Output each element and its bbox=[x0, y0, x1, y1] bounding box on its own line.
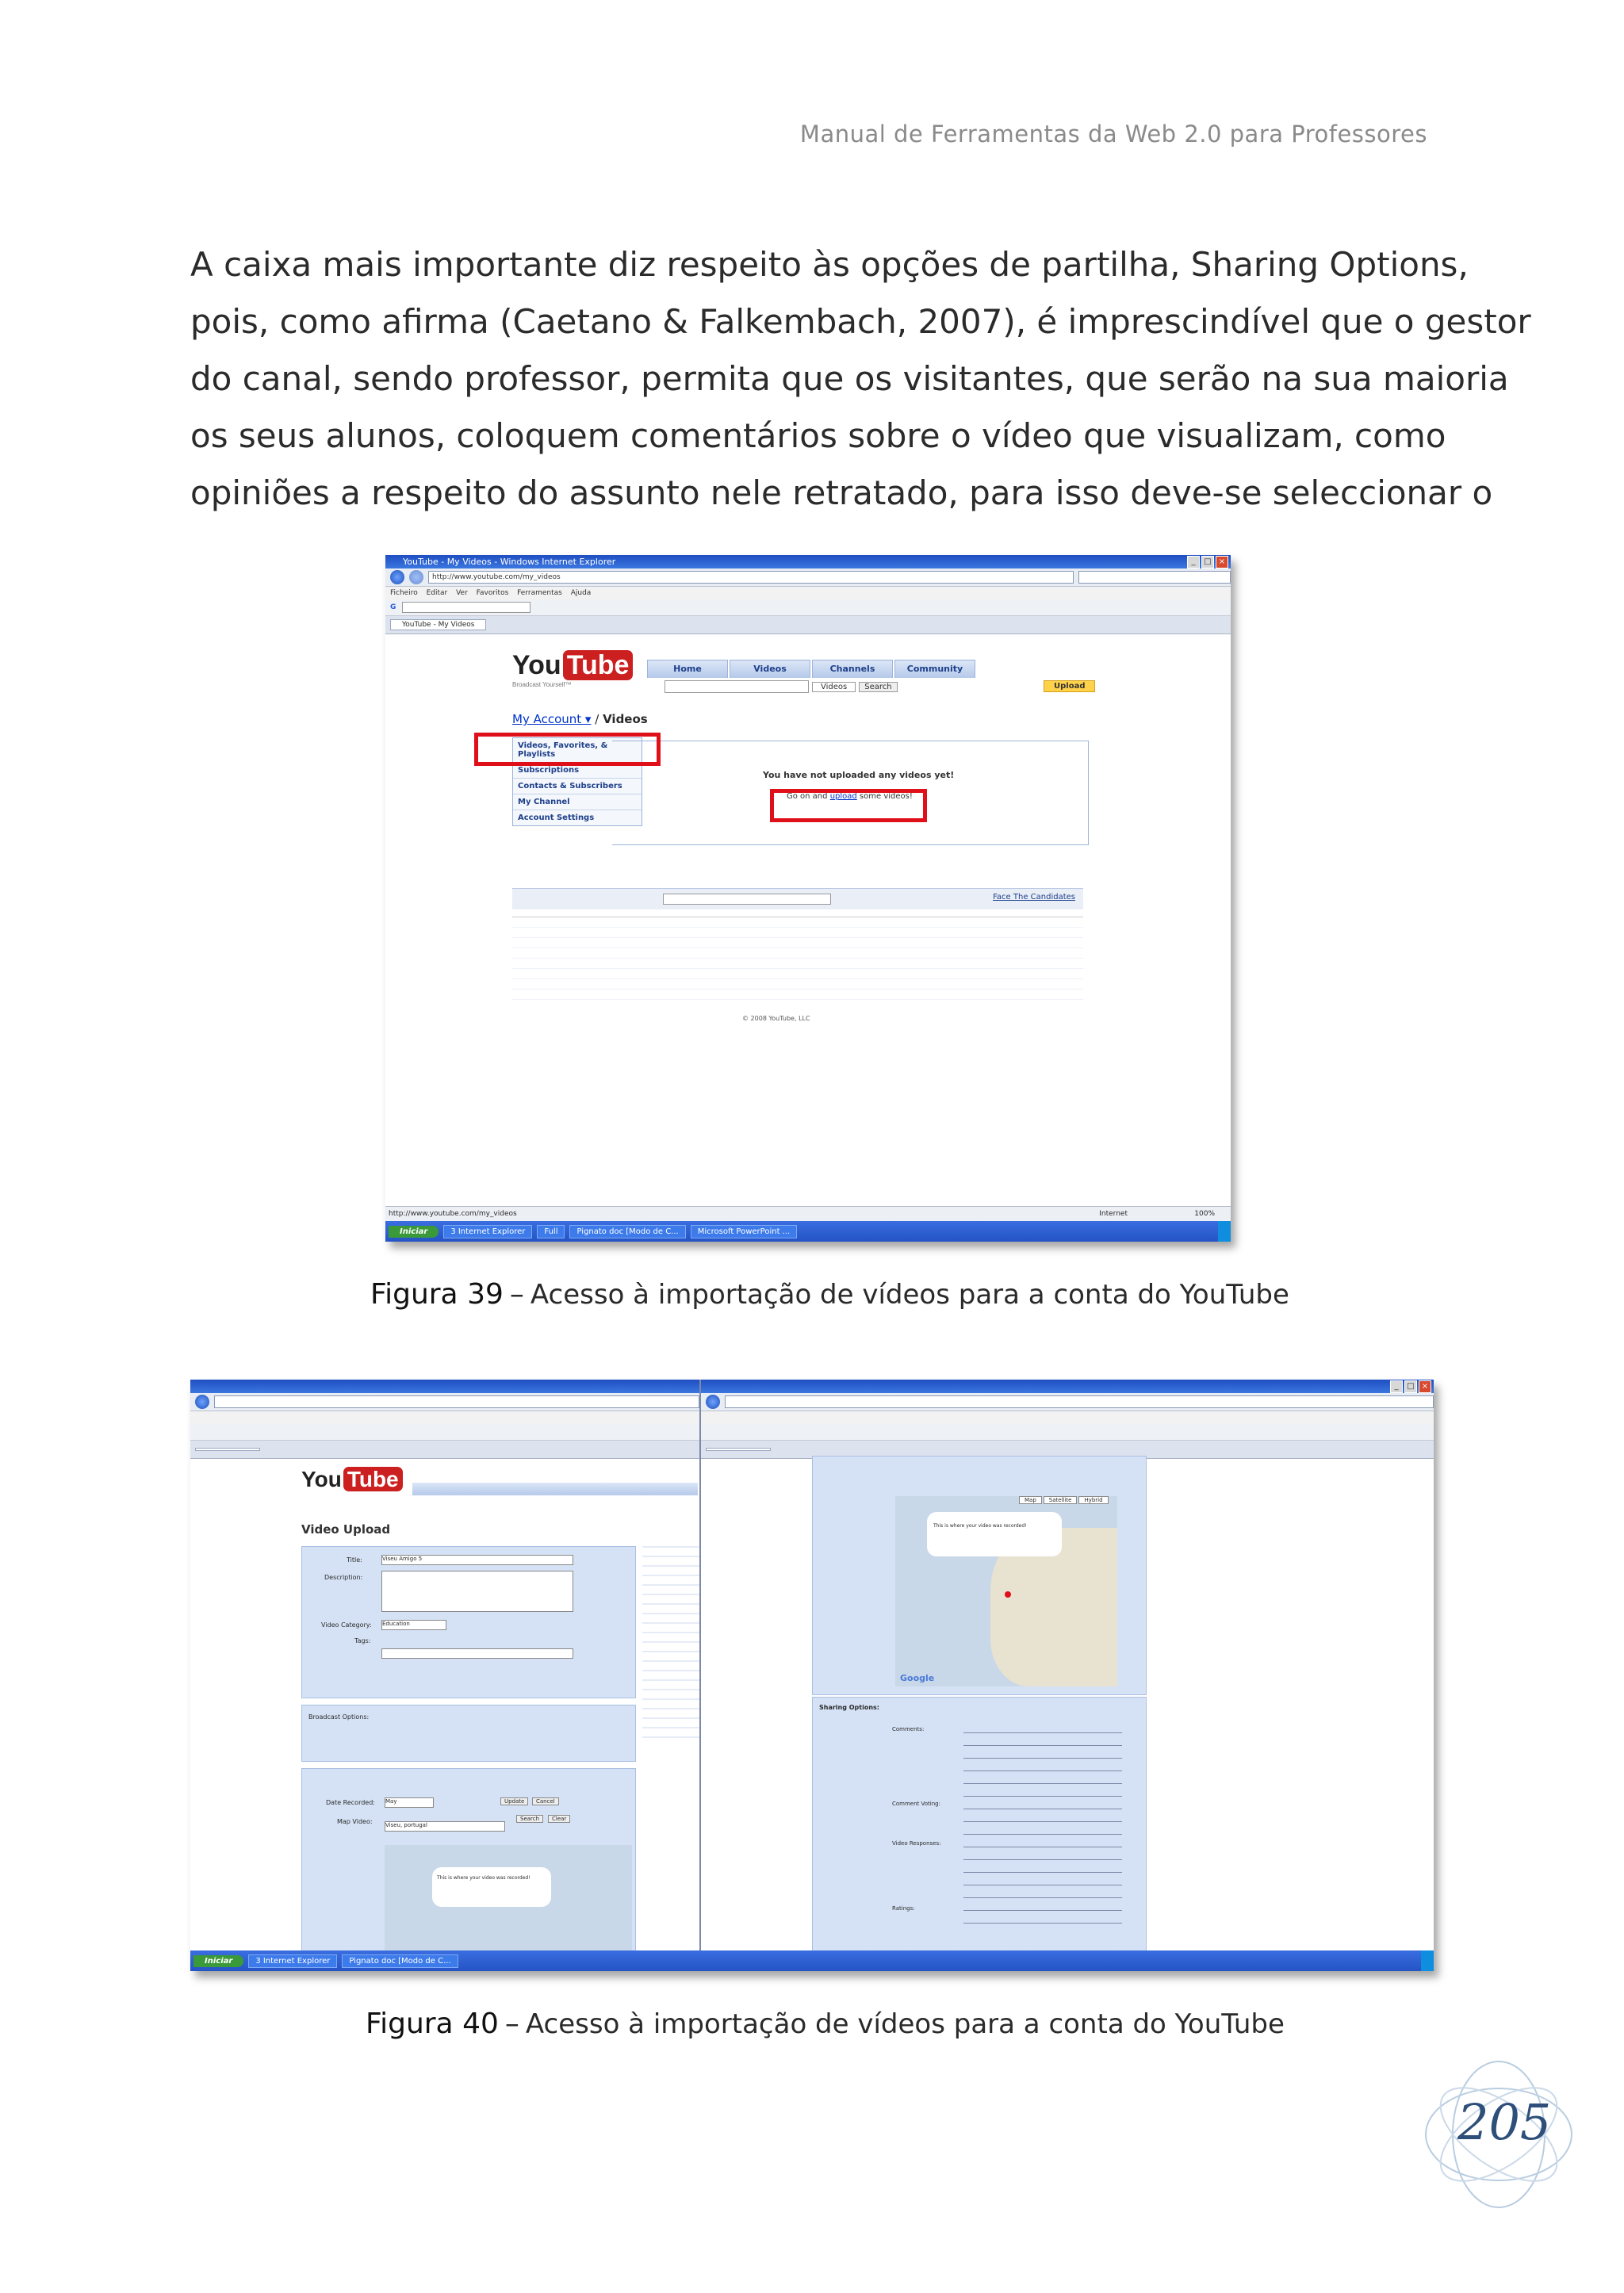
map-video-label: Map Video: bbox=[337, 1818, 373, 1825]
upload-button[interactable]: Upload bbox=[1044, 680, 1095, 692]
sharing-row-comment-voting: Comment Voting: bbox=[892, 1801, 940, 1807]
caption-text: Acesso à importação de vídeos para a conta do YouTube bbox=[530, 1279, 1289, 1311]
status-bar bbox=[385, 1206, 1231, 1221]
right-map-panel bbox=[812, 1456, 1147, 1695]
yt-page bbox=[385, 634, 1231, 1189]
field-title-label: Title: bbox=[347, 1556, 362, 1564]
close-icon[interactable]: × bbox=[1216, 556, 1228, 568]
left-menu-bar[interactable] bbox=[190, 1411, 699, 1424]
body-line: A caixa mais importante diz respeito às opções de partilha, Sharing Options, bbox=[190, 245, 1469, 284]
sharing-row-video-responses: Video Responses: bbox=[892, 1840, 941, 1847]
tab-youtube[interactable]: YouTube - My Videos bbox=[390, 619, 486, 630]
upload-window-right bbox=[701, 1380, 1434, 1950]
right-menu-bar[interactable] bbox=[701, 1411, 1434, 1424]
right-back-icon[interactable] bbox=[706, 1395, 720, 1409]
right-close-icon[interactable]: × bbox=[1419, 1380, 1431, 1393]
nav-home[interactable]: Home bbox=[647, 660, 728, 678]
right-maximize-icon[interactable]: □ bbox=[1404, 1380, 1417, 1393]
figure-39-screenshot bbox=[385, 555, 1231, 1242]
upload-section-title: Video Upload bbox=[301, 1522, 391, 1537]
tab-strip bbox=[385, 616, 1231, 634]
field-category-label: Video Category: bbox=[321, 1621, 372, 1629]
sidebar-item-videos[interactable]: Videos, Favorites, & Playlists bbox=[513, 738, 642, 763]
google-logo: Google bbox=[900, 1673, 935, 1683]
logo-tube: Tube bbox=[563, 650, 634, 680]
body-line: opiniões a respeito do assunto nele retratado, para isso deve-se seleccionar o bbox=[190, 473, 1493, 512]
search-input[interactable] bbox=[1078, 571, 1231, 584]
figure-40-caption bbox=[366, 2008, 1285, 2040]
right-minimize-icon[interactable]: _ bbox=[1390, 1380, 1403, 1393]
breadcrumb-separator: / bbox=[595, 712, 599, 726]
figure40-system-tray bbox=[1421, 1950, 1434, 1971]
left-tab-strip bbox=[190, 1441, 699, 1459]
yt-search-button[interactable]: Search bbox=[859, 682, 897, 692]
sharing-row-ratings: Ratings: bbox=[892, 1905, 915, 1912]
field-tags-input[interactable] bbox=[381, 1648, 573, 1659]
caption-label: Figura 40 bbox=[366, 2008, 499, 2040]
sidebar-item-my-channel[interactable]: My Channel bbox=[513, 794, 642, 810]
date-map-panel bbox=[301, 1768, 636, 1952]
broadcast-label: Broadcast Options: bbox=[308, 1713, 370, 1721]
caption-dash: – bbox=[504, 2008, 519, 2040]
right-address-bar bbox=[701, 1393, 1434, 1411]
breadcrumb-current: Videos bbox=[603, 712, 648, 726]
caption-dash: – bbox=[509, 1278, 524, 1311]
sidebar-item-contacts[interactable]: Contacts & Subscribers bbox=[513, 779, 642, 794]
upload-prompt-pre: Go on and bbox=[787, 792, 830, 801]
youtube-logo[interactable] bbox=[512, 650, 633, 688]
right-map-view[interactable] bbox=[895, 1496, 1117, 1686]
footer-search bbox=[512, 888, 1083, 909]
task-full[interactable]: Full bbox=[537, 1225, 565, 1238]
footer-search-input[interactable] bbox=[663, 894, 831, 905]
system-tray bbox=[1218, 1221, 1231, 1242]
menu-bar[interactable]: Ficheiro Editar Ver Favoritos Ferramentas Ajuda bbox=[385, 587, 1231, 599]
field-description-textarea[interactable] bbox=[381, 1571, 573, 1612]
left-address-input[interactable] bbox=[214, 1395, 699, 1408]
search-scope-select[interactable]: Videos bbox=[812, 682, 856, 692]
figure40-task-ie[interactable]: 3 Internet Explorer bbox=[248, 1954, 337, 1968]
upload-form-panel bbox=[301, 1546, 636, 1698]
map-tab-hybrid[interactable]: Hybrid bbox=[1078, 1496, 1108, 1504]
right-map-tabs bbox=[1019, 1496, 1109, 1504]
highlight-upload-box bbox=[770, 789, 927, 822]
search-row bbox=[665, 680, 898, 693]
figure40-task-doc[interactable]: Pignato doc [Modo de C... bbox=[342, 1954, 458, 1968]
forward-icon[interactable] bbox=[409, 570, 423, 584]
sharing-radio-list[interactable] bbox=[963, 1725, 1122, 1931]
page-number: 205 bbox=[1457, 2093, 1552, 2151]
upload-prompt-post: some videos! bbox=[856, 792, 913, 801]
status-zone: Internet bbox=[1099, 1210, 1128, 1218]
left-logo-you: You bbox=[301, 1467, 342, 1491]
running-header: Manual de Ferramentas da Web 2.0 para Professores bbox=[799, 121, 1427, 147]
field-category-select[interactable]: Education bbox=[381, 1620, 446, 1630]
map-clear-button[interactable]: Clear bbox=[548, 1815, 570, 1823]
yt-search-input[interactable] bbox=[665, 680, 809, 693]
window-title: YouTube - My Videos - Windows Internet Explorer bbox=[403, 557, 616, 567]
footer-candidates-link[interactable]: Face The Candidates bbox=[993, 893, 1075, 902]
map-tab-map[interactable]: Map bbox=[1019, 1496, 1042, 1504]
logo-slogan: Broadcast Yourself™ bbox=[512, 681, 572, 688]
sidebar-item-account-settings[interactable]: Account Settings bbox=[518, 813, 595, 822]
task-powerpoint[interactable]: Microsoft PowerPoint ... bbox=[691, 1225, 797, 1238]
logo-you: You bbox=[512, 650, 561, 680]
date-recorded-label: Date Recorded: bbox=[326, 1799, 375, 1806]
about-sidebar bbox=[642, 1538, 699, 1744]
status-url: http://www.youtube.com/my_videos bbox=[389, 1210, 517, 1218]
figure-40-screenshot bbox=[190, 1380, 1434, 1971]
body-line: os seus alunos, coloquem comentários sobre o vídeo que visualizam, como bbox=[190, 416, 1446, 455]
map-pin-icon[interactable] bbox=[1005, 1591, 1011, 1598]
left-youtube-logo[interactable] bbox=[301, 1467, 403, 1492]
left-nav-strip bbox=[412, 1483, 698, 1495]
field-tags-label: Tags: bbox=[354, 1637, 371, 1644]
right-address-input[interactable] bbox=[725, 1395, 1434, 1408]
figure-39-caption bbox=[370, 1278, 1289, 1311]
nav-channels[interactable]: Channels bbox=[812, 660, 893, 678]
left-map-view[interactable] bbox=[385, 1845, 632, 1951]
footer-links bbox=[512, 917, 1083, 1005]
left-map-bubble: This is where your video was recorded! bbox=[432, 1867, 551, 1907]
right-window-titlebar bbox=[701, 1380, 1434, 1393]
toolbar bbox=[385, 599, 1231, 616]
window-titlebar bbox=[385, 555, 1231, 568]
map-location-input[interactable]: Viseu, portugal bbox=[385, 1821, 505, 1832]
sharing-options-title: Sharing Options: bbox=[819, 1704, 879, 1711]
left-toolbar bbox=[190, 1424, 699, 1441]
cancel-button[interactable]: Cancel bbox=[532, 1797, 559, 1805]
map-tab-satellite[interactable]: Satellite bbox=[1044, 1496, 1078, 1504]
highlight-sidebar-box bbox=[474, 733, 661, 766]
upload-link[interactable]: upload bbox=[829, 792, 857, 801]
back-icon[interactable] bbox=[390, 570, 404, 584]
figure40-start-button[interactable]: Iniciar bbox=[193, 1955, 243, 1967]
figure40-taskbar bbox=[190, 1950, 1434, 1971]
right-toolbar bbox=[701, 1424, 1434, 1441]
status-zoom[interactable]: 100% bbox=[1194, 1210, 1215, 1218]
body-line: do canal, sendo professor, permita que os visitantes, que serão na sua maioria bbox=[190, 359, 1509, 398]
google-toolbar-icon[interactable]: G bbox=[390, 603, 396, 611]
left-back-icon[interactable] bbox=[195, 1395, 209, 1409]
address-input[interactable]: http://www.youtube.com/my_videos bbox=[428, 571, 1074, 584]
right-map-bubble: This is where your video was recorded! bbox=[927, 1512, 1062, 1556]
body-paragraph bbox=[190, 236, 1531, 522]
body-line: pois, como afirma (Caetano & Falkembach, 2007), é imprescindível que o gestor bbox=[190, 302, 1531, 341]
caption-label: Figura 39 bbox=[370, 1278, 504, 1311]
sidebar-item-subscriptions[interactable]: Subscriptions bbox=[513, 763, 642, 779]
main-nav bbox=[647, 660, 977, 678]
empty-message: You have not uploaded any videos yet! bbox=[763, 770, 955, 780]
sharing-row-comments: Comments: bbox=[892, 1726, 925, 1732]
left-logo-tube: Tube bbox=[343, 1467, 403, 1491]
left-tab[interactable] bbox=[195, 1448, 260, 1451]
date-month-select[interactable]: May bbox=[385, 1797, 434, 1808]
maximize-icon[interactable]: □ bbox=[1201, 556, 1214, 568]
start-button[interactable]: Iniciar bbox=[389, 1226, 439, 1238]
taskbar bbox=[385, 1221, 1231, 1242]
broadcast-panel bbox=[301, 1705, 636, 1762]
field-description-label: Description: bbox=[324, 1574, 363, 1581]
left-address-bar bbox=[190, 1393, 699, 1411]
update-button[interactable]: Update bbox=[500, 1797, 528, 1805]
nav-videos[interactable]: Videos bbox=[730, 660, 810, 678]
map-search-button[interactable]: Search bbox=[516, 1815, 543, 1823]
field-title-input[interactable]: Viseu Amigo 5 bbox=[381, 1555, 573, 1565]
minimize-icon[interactable]: _ bbox=[1187, 556, 1200, 568]
upload-window-left bbox=[190, 1380, 701, 1950]
task-doc[interactable]: Pignato doc [Modo de C... bbox=[569, 1225, 685, 1238]
task-ie[interactable]: 3 Internet Explorer bbox=[443, 1225, 532, 1238]
footer-copyright: © 2008 YouTube, LLC bbox=[742, 1015, 810, 1022]
right-tab[interactable] bbox=[706, 1448, 771, 1451]
breadcrumb-my-account[interactable]: My Account ▾ bbox=[512, 712, 592, 726]
breadcrumb bbox=[512, 712, 648, 726]
left-window-titlebar bbox=[190, 1380, 699, 1393]
address-bar-row bbox=[385, 568, 1231, 587]
sharing-options-panel bbox=[812, 1697, 1147, 1952]
nav-community[interactable]: Community bbox=[894, 660, 975, 678]
caption-text: Acesso à importação de vídeos para a conta do YouTube bbox=[525, 2008, 1285, 2040]
